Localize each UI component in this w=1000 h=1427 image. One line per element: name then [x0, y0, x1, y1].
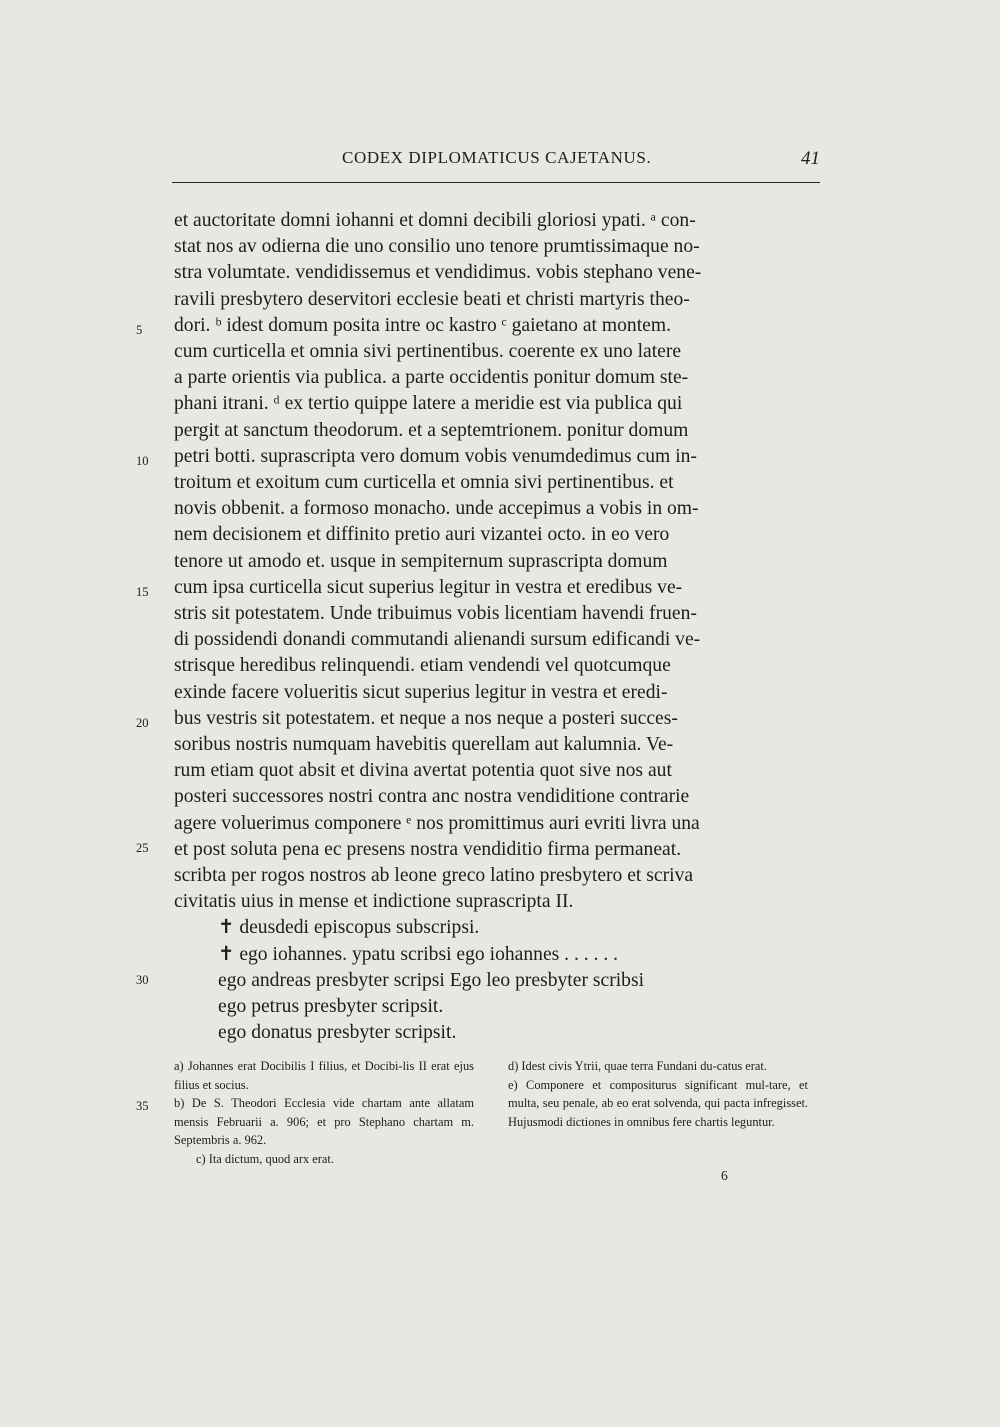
text-line: di possidendi donandi commutandi alienandi sursum edificandi ve- [174, 629, 701, 651]
text-line: posteri successores nostri contra anc nostra vendiditione contrarie [174, 786, 690, 808]
footnote-a: a) Johannes erat Docibilis I filius, et Docibi-lis II erat ejus filius et socius. [174, 1059, 474, 1092]
text-line: cum curticella et omnia sivi pertinentibus. coerente ex uno latere [174, 341, 682, 362]
text-line: stra volumtate. vendidissemus et vendidimus. vobis stephano vene- [174, 262, 702, 284]
line-number: 35 [136, 1099, 149, 1113]
line-number: 30 [136, 973, 149, 987]
text-line: cum ipsa curticella sicut superius legitur in vestra et eredibus ve- [174, 576, 683, 598]
text-line: stris sit potestatem. Unde tribuimus vobis licentiam havendi fruen- [174, 603, 697, 624]
text-line: agere voluerimus componere ᵉ nos promittimus auri evriti livra una [174, 812, 700, 834]
text-line: ravili presbytero deservitori ecclesie beati et christi martyris theo- [174, 288, 690, 310]
line-number: 15 [136, 585, 149, 599]
text-line: nem decisionem et diffinito pretio auri vizantei octo. in eo vero [174, 524, 670, 546]
footnote-column-left [174, 1057, 474, 1169]
text-line: a parte orientis via publica. a parte occidentis ponitur domum ste- [174, 367, 689, 389]
text-line: novis obbenit. a formoso monacho. unde accepimus a vobis in om- [174, 498, 699, 520]
text-line: dori. ᵇ idest domum posita intre oc kastro ᶜ gaietano at montem. [174, 314, 672, 336]
subscription-line: ego petrus presbyter scripsit. [218, 996, 444, 1017]
text-line: scribta per rogos nostros ab leone greco latino presbytero et scriva [174, 865, 694, 886]
text-line: et auctoritate domni iohanni et domni decibili gloriosi ypati. ᵃ con- [174, 210, 696, 231]
line-number: 5 [136, 323, 143, 337]
text-line: pergit at sanctum theodorum. et a septemtrionem. ponitur domum [174, 419, 689, 441]
running-title: CODEX DIPLOMATICUS CAJETANUS. [342, 148, 652, 167]
signature-mark: 6 [721, 1168, 728, 1183]
subscription-line: ✝ ego iohannes. ypatu scribsi ego iohannes . . . . . . [218, 943, 619, 965]
footnote-d: d) Idest civis Ytrii, quae terra Fundani du-catus erat. [508, 1059, 767, 1073]
subscription-line: ego andreas presbyter scripsi Ego leo presbyter scribsi [218, 969, 645, 991]
running-head [170, 148, 820, 172]
text-line: strisque heredibus relinquendi. etiam vendendi vel quotcumque [174, 655, 671, 677]
text-line: rum etiam quot absit et divina avertat potentia quot sive nos aut [174, 760, 672, 782]
page-number: 41 [801, 148, 820, 169]
footnote-b: b) De S. Theodori Ecclesia vide chartam ante allatam mensis Februarii a. 906; et pro Stephano chartam m. Septembris a. 962. [174, 1096, 474, 1148]
subscription-line: ego donatus presbyter scripsit. [218, 1022, 457, 1044]
text-line: petri botti. suprascripta vero domum vobis venumdedimus cum in- [174, 445, 697, 467]
line-number: 20 [136, 716, 149, 730]
line-number: 10 [136, 454, 149, 468]
header-rule [172, 182, 820, 183]
text-line: tenore ut amodo et. usque in sempiternum suprascripta domum [174, 550, 668, 572]
text-line: bus vestris sit potestatem. et neque a nos neque a posteri succes- [174, 707, 678, 729]
text-line: et post soluta pena ec presens nostra vendiditio firma permaneat. [174, 838, 682, 860]
text-line: stat nos av odierna die uno consilio uno tenore prumtissimaque no- [174, 236, 700, 258]
text-line: civitatis uius in mense et indictione suprascripta II. [174, 891, 574, 913]
subscription-line: ✝ deusdedi episcopus subscripsi. [218, 917, 480, 939]
text-line: exinde facere volueritis sicut superius legitur in vestra et eredi- [174, 681, 668, 703]
footnote-c: c) Ita dictum, quod arx erat. [196, 1151, 334, 1166]
text-line: soribus nostris numquam havebitis querellam aut kalumnia. Ve- [174, 734, 674, 755]
text-line: phani itrani. ᵈ ex tertio quippe latere a meridie est via publica qui [174, 393, 683, 415]
line-number: 25 [136, 841, 149, 855]
footnote-e: e) Componere et compositurus significant mul-tare, et multa, seu penale, ab eo erat solvenda, qui pacta infregisset. Hujusmodi dictiones in omnibus fere chartis leguntur. [508, 1077, 808, 1129]
text-line: troitum et exoitum cum curticella et omnia sivi pertinentibus. et [174, 472, 674, 493]
footnote-column-right [508, 1057, 808, 1131]
